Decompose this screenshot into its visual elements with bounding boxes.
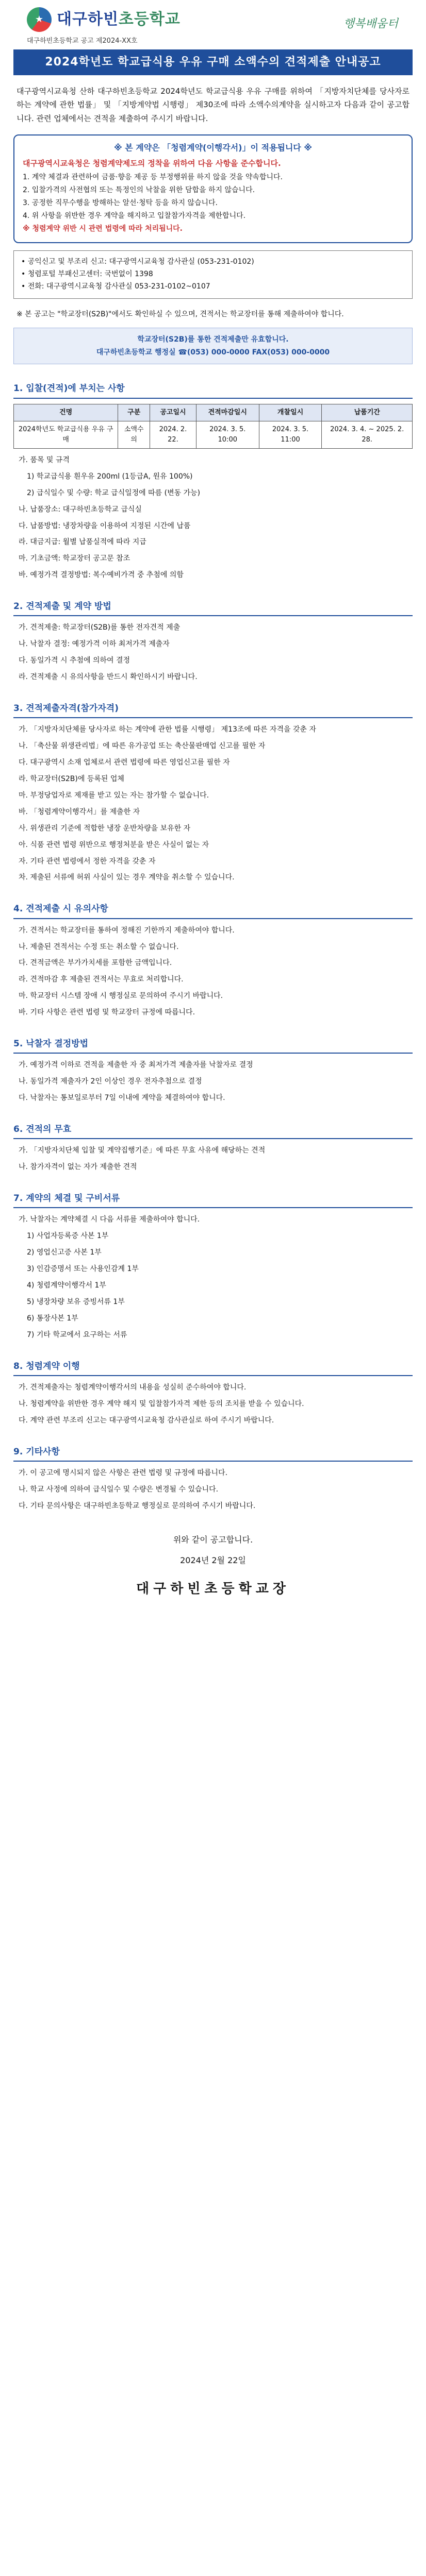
- section-line: 마. 학교장터 시스템 장애 시 행정실로 문의하여 주시기 바랍니다.: [19, 992, 223, 1001]
- signer-name: 대구하빈초등학교장: [136, 1581, 290, 1597]
- section-line: 다. 낙찰자는 통보일로부터 7일 이내에 계약을 체결하여야 합니다.: [19, 1094, 225, 1103]
- section-line: 4) 청렴계약이행각서 1부: [27, 1281, 106, 1290]
- section-line: 나. 학교 사정에 의하여 급식일수 및 수량은 변경될 수 있습니다.: [19, 1485, 219, 1494]
- column-header: 납품기간: [322, 404, 413, 421]
- table-row: [14, 421, 413, 448]
- table-cell: 2024학년도 학교급식용 우유 구매: [14, 421, 118, 448]
- document-header: [13, 0, 413, 49]
- closing-line: 위와 같이 공고합니다.: [173, 1534, 253, 1545]
- section-title: 8. 청렴계약 이행: [13, 1360, 413, 1376]
- integrity-emphasis: ※ 청렴계약 위반 시 관련 법령에 따라 처리됩니다.: [23, 225, 183, 233]
- section-line: 다. 대구광역시 소재 업체로서 관련 법령에 따른 영업신고를 필한 자: [19, 758, 230, 767]
- notice-date: 2024년 2월 22일: [180, 1555, 246, 1566]
- lead-paragraph: 대구광역시교육청 산하 대구하빈초등학교 2024학년도 학교급식용 우유 구매를 위하여 「지방자치단체를 당사자로 하는 계약에 관한 법률」 및 「지방계약법 시행령」 제30조에 따라 소액수의계약을 실시하고자 다음과 같이 공고합니다. 관련 업체에서는 견적을 제출하여 주시기 바랍니다.: [17, 87, 409, 123]
- column-header: 구분: [118, 404, 150, 421]
- section-line: 7) 기타 학교에서 요구하는 서류: [27, 1330, 127, 1339]
- section-line: 가. 「지방자치단체 입찰 및 계약집행기준」에 따른 무효 사유에 해당하는 견적: [19, 1146, 266, 1155]
- section-title: 2. 견적제출 및 계약 방법: [13, 600, 413, 616]
- section-line: 가. 「지방자치단체를 당사자로 하는 계약에 관한 법률 시행령」 제13조에 따른 자격을 갖춘 자: [19, 725, 317, 734]
- section-line: 나. 제출된 견적서는 수정 또는 취소할 수 없습니다.: [19, 942, 179, 951]
- section-line: 라. 학교장터(S2B)에 등록된 업체: [19, 775, 124, 784]
- integrity-notice-title: ※ 본 계약은 「청렴계약(이행각서)」이 적용됩니다 ※: [114, 142, 312, 152]
- integrity-notice-box: [13, 134, 413, 244]
- section-line: 3) 인감증명서 또는 사용인감계 1부: [27, 1265, 139, 1274]
- section-line: 가. 예정가격 이하로 견적을 제출한 자 중 최저가격 제출자를 낙찰자로 결정: [19, 1061, 253, 1070]
- column-header: 개찰일시: [259, 404, 322, 421]
- section-line: 다. 기타 문의사항은 대구하빈초등학교 행정실로 문의하여 주시기 바랍니다.: [19, 1501, 256, 1510]
- integrity-line: 4. 위 사항을 위반한 경우 계약을 해지하고 입찰참가자격을 제한합니다.: [23, 212, 246, 221]
- integrity-notice-caption: 대구광역시교육청은 청렴계약제도의 정착을 위하여 다음 사항을 준수합니다.: [23, 158, 281, 168]
- column-header: 견적마감일시: [196, 404, 259, 421]
- section-body: [13, 454, 413, 582]
- table-cell: 2024. 3. 5. 11:00: [259, 421, 322, 448]
- section-line: 마. 부정당업자로 제재를 받고 있는 자는 참가할 수 없습니다.: [19, 791, 209, 800]
- section-line: 5) 냉장차량 보유 증빙서류 1부: [27, 1297, 125, 1306]
- section-line: 다. 동일가격 시 추첨에 의하여 결정: [19, 656, 130, 665]
- section-line: 바. 예정가격 결정방법: 복수예비가격 중 추첨에 의함: [19, 571, 184, 580]
- section-title: 6. 견적의 무효: [13, 1123, 413, 1139]
- section-line: 가. 품목 및 규격: [19, 456, 70, 465]
- section-line: 자. 기타 관련 법령에서 정한 자격을 갖춘 자: [19, 857, 156, 866]
- section-line: 다. 납품방법: 냉장차량을 이용하여 지정된 시간에 납품: [19, 521, 191, 530]
- section-line: 가. 견적서는 학교장터를 통하여 정해진 기한까지 제출하여야 합니다.: [19, 926, 235, 935]
- school-slogan: 행복배움터: [343, 18, 398, 30]
- section-line: 2) 급식일수 및 수량: 학교 급식일정에 따름 (변동 가능): [27, 488, 201, 497]
- integrity-line: 3. 공정한 직무수행을 방해하는 알선·청탁 등을 하지 않습니다.: [23, 199, 218, 208]
- section-line: 가. 견적제출: 학교장터(S2B)를 통한 전자견적 제출: [19, 623, 181, 632]
- table-cell: 2024. 3. 5. 10:00: [196, 421, 259, 448]
- section-title: 5. 낙찰자 결정방법: [13, 1037, 413, 1054]
- section-line: 1) 사업자등록증 사본 1부: [27, 1232, 109, 1241]
- section-title: 7. 계약의 체결 및 구비서류: [13, 1192, 413, 1208]
- section-line: 사. 위생관리 기준에 적합한 냉장 운반차량을 보유한 자: [19, 824, 191, 833]
- section-line: 라. 견적제출 시 유의사항을 반드시 확인하시기 바랍니다.: [19, 673, 198, 682]
- section-line: 나. 참가자격이 없는 자가 제출한 견적: [19, 1163, 137, 1172]
- section-title: 9. 기타사항: [13, 1445, 413, 1462]
- integrity-line: 1. 계약 체결과 관련하여 금품·향응 제공 등 부정행위를 하지 않을 것을 약속합니다.: [23, 173, 283, 181]
- school-name: 대구하빈초등학교: [57, 10, 181, 28]
- section-title: 4. 견적제출 시 유의사항: [13, 902, 413, 919]
- section-line: 바. 기타 사항은 관련 법령 및 학교장터 규정에 따릅니다.: [19, 1008, 195, 1017]
- section-line: 1) 학교급식용 흰우유 200ml (1등급A, 원유 100%): [27, 472, 193, 481]
- column-header: 건명: [14, 404, 118, 421]
- section-line: 가. 견적제출자는 청렴계약이행각서의 내용을 성실히 준수하여야 합니다.: [19, 1383, 247, 1392]
- table-cell: 2024. 3. 4. ~ 2025. 2. 28.: [322, 421, 413, 448]
- submission-info-box: [13, 328, 413, 364]
- section-line: 2) 영업신고증 사본 1부: [27, 1248, 102, 1257]
- submission-info-line: 학교장터(S2B)를 통한 견적제출만 유효합니다.: [137, 335, 289, 344]
- bid-info-table: [13, 404, 413, 449]
- s2b-note: ※ 본 공고는 "학교장터(S2B)"에서도 확인하실 수 있으며, 견적서는 학교장터를 통해 제출하여야 합니다.: [17, 310, 344, 318]
- table-cell: 2024. 2. 22.: [150, 421, 196, 448]
- contact-line: • 공익신고 및 부조리 신고: 대구광역시교육청 감사관실 (053-231-0102): [21, 258, 254, 266]
- section-line: 라. 견적마감 후 제출된 견적서는 무효로 처리합니다.: [19, 975, 184, 984]
- section-line: 나. 낙찰자 결정: 예정가격 이하 최저가격 제출자: [19, 640, 170, 649]
- section-title: 1. 입찰(견적)에 부치는 사항: [13, 382, 413, 398]
- contact-box: [13, 250, 413, 298]
- school-emblem-icon: ★: [27, 7, 52, 32]
- section-line: 나. 「축산물 위생관리법」에 따른 유가공업 또는 축산물판매업 신고를 필한 자: [19, 742, 266, 751]
- section-line: 마. 기초금액: 학교장터 공고문 참조: [19, 554, 130, 563]
- section-line: 나. 납품장소: 대구하빈초등학교 급식실: [19, 505, 142, 514]
- section-title: 3. 견적제출자격(참가자격): [13, 702, 413, 718]
- section-line: 바. 「청렴계약이행각서」를 제출한 자: [19, 807, 140, 816]
- doc-number: 대구하빈초등학교 공고 제2024-XX호: [27, 37, 138, 45]
- section-line: 아. 식품 관련 법령 위반으로 행정처분을 받은 사실이 없는 자: [19, 840, 209, 849]
- column-header: 공고일시: [150, 404, 196, 421]
- contact-line: • 청렴포털 부패신고센터: 국번없이 1398: [21, 270, 153, 279]
- integrity-line: 2. 입찰가격의 사전협의 또는 특정인의 낙찰을 위한 담합을 하지 않습니다.: [23, 185, 255, 194]
- section-line: 다. 계약 관련 부조리 신고는 대구광역시교육청 감사관실로 하여 주시기 바랍니다.: [19, 1416, 274, 1425]
- section-line: 나. 동일가격 제출자가 2인 이상인 경우 전자추첨으로 결정: [19, 1077, 202, 1086]
- table-cell: 소액수의: [118, 421, 150, 448]
- section-line: 라. 대금지급: 월별 납품실적에 따라 지급: [19, 538, 146, 547]
- notice-title: 2024학년도 학교급식용 우유 구매 소액수의 견적제출 안내공고: [13, 49, 413, 75]
- section-line: 차. 제출된 서류에 허위 사실이 있는 경우 계약을 취소할 수 있습니다.: [19, 873, 235, 882]
- contact-line: • 전화: 대구광역시교육청 감사관실 053-231-0102~0107: [21, 282, 210, 291]
- section-line: 가. 낙찰자는 계약체결 시 다음 서류를 제출하여야 합니다.: [19, 1215, 200, 1224]
- school-logo: [27, 7, 181, 32]
- section-line: 가. 이 공고에 명시되지 않은 사항은 관련 법령 및 규정에 따릅니다.: [19, 1468, 228, 1477]
- section-line: 6) 통장사본 1부: [27, 1314, 78, 1323]
- table-header-row: [14, 404, 413, 421]
- submission-contact-line: 대구하빈초등학교 행정실 ☎(053) 000-0000 FAX(053) 000-0000: [96, 348, 330, 357]
- section-line: 나. 청렴계약을 위반한 경우 계약 해지 및 입찰참가자격 제한 등의 조치를 받을 수 있습니다.: [19, 1399, 304, 1408]
- section-line: 다. 견적금액은 부가가치세를 포함한 금액입니다.: [19, 959, 172, 968]
